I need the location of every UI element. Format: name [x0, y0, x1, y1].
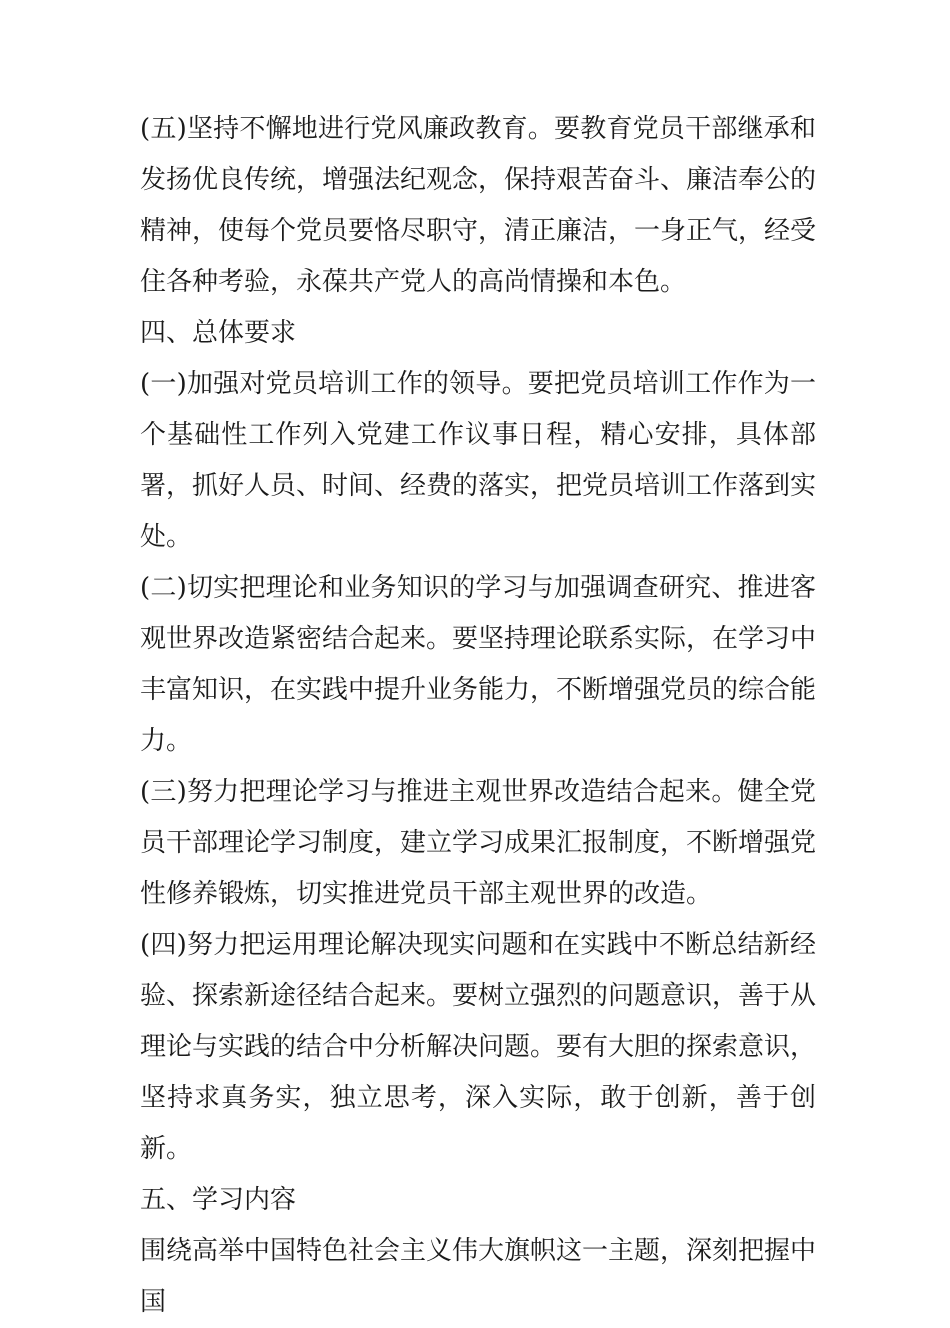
section-heading-overall-requirements: 四、总体要求: [140, 318, 297, 348]
para-one-leadership: (一)加强对党员培训工作的领导。要把党员培训工作作为一个基础性工作列入党建工作议事日程，精心安排，具体部署，抓好人员、时间、经费的落实，把党员培训工作落到实处。: [140, 369, 817, 552]
document-body: [140, 104, 816, 1328]
para-five-discipline-education: (五)坚持不懈地进行党风廉政教育。要教育党员干部继承和发扬优良传统，增强法纪观念，保持艰苦奋斗、廉洁奉公的精神，使每个党员要恪尽职守，清正廉洁，一身正气，经受住各种考验，永葆共产党人的高尚情操和本色。: [140, 114, 817, 297]
para-three-subjective-world: (三)努力把理论学习与推进主观世界改造结合起来。健全党员干部理论学习制度，建立学习成果汇报制度，不断增强党性修养锻炼，切实推进党员干部主观世界的改造。: [140, 777, 817, 909]
para-two-theory-business: (二)切实把理论和业务知识的学习与加强调查研究、推进客观世界改造紧密结合起来。要坚持理论联系实际，在学习中丰富知识，在实践中提升业务能力，不断增强党员的综合能力。: [140, 573, 817, 756]
para-four-practice-innovation: (四)努力把运用理论解决现实问题和在实践中不断总结新经验、探索新途径结合起来。要树立强烈的问题意识，善于从理论与实践的结合中分析解决问题。要有大胆的探索意识，坚持求真务实，独立思考，深入实际，敢于创新，善于创新。: [140, 930, 817, 1164]
para-study-content-intro: 围绕高举中国特色社会主义伟大旗帜这一主题，深刻把握中国: [140, 1236, 817, 1317]
section-heading-study-content: 五、学习内容: [140, 1185, 297, 1215]
